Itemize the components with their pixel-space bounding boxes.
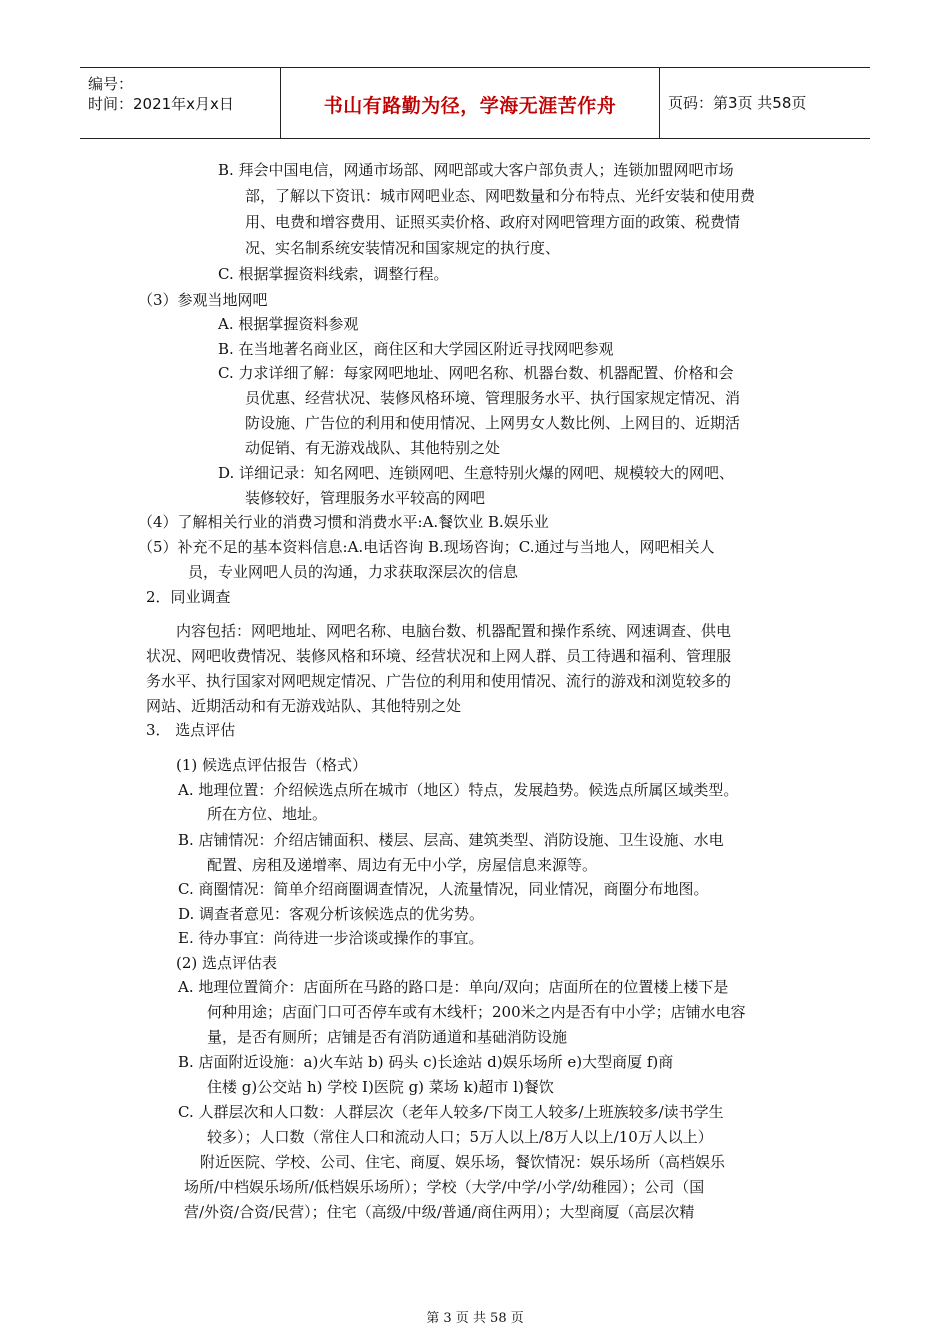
text-line: 员，专业网吧人员的沟通，力求获取深层次的信息 xyxy=(188,563,519,581)
number-label: 编号： xyxy=(88,75,134,93)
text-line: （5）补充不足的基本资料信息:A.电话咨询 B.现场咨询；C.通过与当地人，网吧相关人 xyxy=(138,538,715,556)
text-line: 员优惠、经营状况、装修风格环境、管理服务水平、执行国家规定情况、消 xyxy=(245,389,741,407)
text-line: 量，是否有厕所；店铺是否有消防通道和基础消防设施 xyxy=(207,1028,568,1046)
text-line: 2．同业调查 xyxy=(146,588,231,606)
date-label: 时间：2021年x月x日 xyxy=(88,95,234,113)
text-line: 防设施、广告位的利用和使用情况、上网男女人数比例、上网目的、近期活 xyxy=(245,414,741,432)
header-meta-cell xyxy=(80,68,281,138)
page-info: 页码：第3页 共58页 xyxy=(668,94,807,112)
text-line: A. 地理位置简介：店面所在马路的路口是：单向/双向；店面所在的位置楼上楼下是 xyxy=(178,978,729,996)
text-line: C. 根据掌握资料线索，调整行程。 xyxy=(218,265,449,283)
text-line: B. 店铺情况：介绍店铺面积、楼层、层高、建筑类型、消防设施、卫生设施、水电 xyxy=(178,831,724,849)
header-table xyxy=(80,67,870,139)
text-line: A. 地理位置：介绍候选点所在城市（地区）特点，发展趋势。候选点所属区域类型。 xyxy=(178,781,739,799)
text-line: D. 详细记录：知名网吧、连锁网吧、生意特别火爆的网吧、规模较大的网吧、 xyxy=(218,464,735,482)
text-line: D. 调查者意见：客观分析该候选点的优劣势。 xyxy=(178,905,485,923)
motto-text: 书山有路勤为径，学海无涯苦作舟 xyxy=(323,95,617,117)
text-line: A. 根据掌握资料参观 xyxy=(218,315,359,333)
text-line: 何种用途；店面门口可否停车或有木线杆；200米之内是否有中小学；店铺水电容 xyxy=(207,1003,746,1021)
page-footer: 第 3 页 共 58 页 xyxy=(426,1311,524,1326)
text-line: B. 在当地著名商业区，商住区和大学园区附近寻找网吧参观 xyxy=(218,340,614,358)
text-line: 内容包括：网吧地址、网吧名称、电脑台数、机器配置和操作系统、网速调查、供电 xyxy=(176,622,732,640)
header-motto-cell xyxy=(281,68,660,138)
text-line: 状况、网吧收费情况、装修风格和环境、经营状况和上网人群、员工待遇和福利、管理服 xyxy=(146,647,732,665)
text-line: C. 人群层次和人口数：人群层次（老年人较多/下岗工人较多/上班族较多/读书学生 xyxy=(178,1103,724,1121)
text-line: 务水平、执行国家对网吧规定情况、广告位的利用和使用情况、流行的游戏和浏览较多的 xyxy=(146,672,732,690)
text-line: 网站、近期活动和有无游戏站队、其他特别之处 xyxy=(146,697,462,715)
text-line: 住楼 g)公交站 h) 学校 I)医院 g) 菜场 k)超市 l)餐饮 xyxy=(207,1078,554,1096)
text-line: C. 力求详细了解：每家网吧地址、网吧名称、机器台数、机器配置、价格和会 xyxy=(218,364,734,382)
text-line: 较多）；人口数（常住人口和流动人口；5万人以上/8万人以上/10万人以上） xyxy=(207,1128,713,1146)
text-line: 配置、房租及递增率、周边有无中小学，房屋信息来源等。 xyxy=(207,856,598,874)
text-line: 附近医院、学校、公司、住宅、商厦、娱乐场，餐饮情况：娱乐场所（高档娱乐 xyxy=(200,1153,726,1171)
text-line: E. 待办事宜：尚待进一步洽谈或操作的事宜。 xyxy=(178,929,484,947)
header-page-cell xyxy=(660,68,870,138)
text-line: B. 店面附近设施：a)火车站 b) 码头 c)长途站 d)娱乐场所 e)大型商厦 f)商 xyxy=(178,1053,674,1071)
text-line: 场所/中档娱乐场所/低档娱乐场所）；学校（大学/中学/小学/幼稚园）；公司（国 xyxy=(184,1178,705,1196)
text-line: 装修较好，管理服务水平较高的网吧 xyxy=(245,489,486,507)
text-line: （3）参观当地网吧 xyxy=(138,291,268,309)
text-line: 况、实名制系统安装情况和国家规定的执行度、 xyxy=(245,239,561,257)
text-line: 用、电费和增容费用、证照买卖价格、政府对网吧管理方面的政策、税费情 xyxy=(245,213,741,231)
text-line: (1) 候选点评估报告（格式） xyxy=(176,756,368,774)
text-line: 部，了解以下资讯：城市网吧业态、网吧数量和分布特点、光纤安装和使用费 xyxy=(245,187,756,205)
text-line: B. 拜会中国电信，网通市场部、网吧部或大客户部负责人；连锁加盟网吧市场 xyxy=(218,161,734,179)
text-line: 营/外资/合资/民营）；住宅（高级/中级/普通/商住两用）；大型商厦（高层次精 xyxy=(184,1203,695,1221)
text-line: 所在方位、地址。 xyxy=(207,805,328,823)
text-line: 动促销、有无游戏战队、其他特别之处 xyxy=(245,439,501,457)
text-line: （4）了解相关行业的消费习惯和消费水平:A.餐饮业 B.娱乐业 xyxy=(138,513,549,531)
text-line: (2) 选点评估表 xyxy=(176,954,278,972)
text-line: C. 商圈情况：简单介绍商圈调查情况，人流量情况，同业情况，商圈分布地图。 xyxy=(178,880,709,898)
text-line: 3． 选点评估 xyxy=(146,721,236,739)
